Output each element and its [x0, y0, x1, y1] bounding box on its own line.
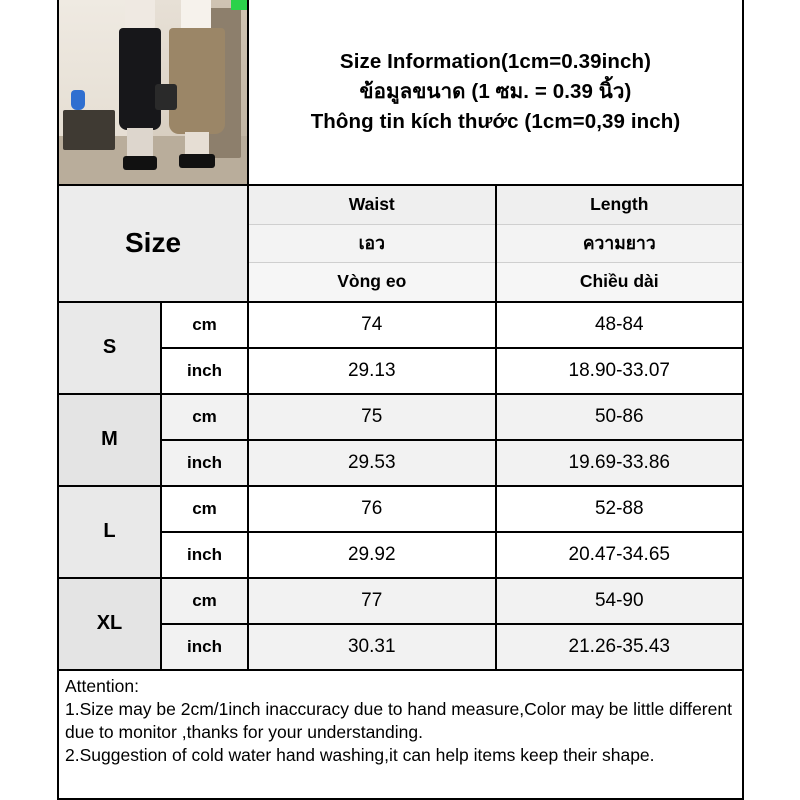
l-length-inch: 20.47-34.65 — [495, 533, 743, 577]
row-s-inch — [162, 347, 742, 393]
row-m-cm — [162, 395, 742, 439]
table-row — [59, 487, 742, 579]
photo-vase — [71, 90, 85, 110]
size-chart-frame — [57, 0, 744, 800]
xl-length-cm: 54-90 — [495, 579, 743, 623]
s-length-cm: 48-84 — [495, 303, 743, 347]
table-row — [59, 395, 742, 487]
unit-inch: inch — [162, 349, 249, 393]
unit-cm: cm — [162, 395, 249, 439]
m-length-inch: 19.69-33.86 — [495, 441, 743, 485]
xl-length-inch: 21.26-35.43 — [495, 625, 743, 669]
attention-line-2: 2.Suggestion of cold water hand washing,it can help items keep their shape. — [65, 744, 655, 765]
length-label-th: ความยาว — [497, 225, 743, 264]
column-header-length — [495, 186, 743, 301]
s-length-inch: 18.90-33.07 — [495, 349, 743, 393]
m-length-cm: 50-86 — [495, 395, 743, 439]
header-row — [59, 0, 742, 186]
s-waist-cm: 74 — [249, 303, 495, 347]
table-body — [59, 303, 742, 671]
attention-line-1: 1.Size may be 2cm/1inch inaccuracy due to hand measure,Color may be little different due to monitor ,thanks for your understanding. — [65, 698, 732, 742]
xl-waist-cm: 77 — [249, 579, 495, 623]
table-row — [59, 579, 742, 671]
waist-label-vi: Vòng eo — [249, 263, 495, 301]
attention-block — [59, 671, 742, 767]
m-waist-inch: 29.53 — [249, 441, 495, 485]
title-thai: ข้อมูลขนาด (1 ซม. = 0.39 นิ้ว) — [359, 80, 632, 104]
unit-cm: cm — [162, 487, 249, 531]
column-header-waist — [249, 186, 495, 301]
l-length-cm: 52-88 — [495, 487, 743, 531]
unit-inch: inch — [162, 533, 249, 577]
title-vietnamese: Thông tin kích thước (1cm=0,39 inch) — [310, 109, 681, 133]
length-label-en: Length — [497, 186, 743, 225]
title-block — [249, 0, 742, 184]
s-waist-inch: 29.13 — [249, 349, 495, 393]
photo-side-table — [63, 110, 115, 150]
length-label-vi: Chiều dài — [497, 263, 743, 301]
title-english: Size Information(1cm=0.39inch) — [339, 50, 652, 74]
row-l-inch — [162, 531, 742, 577]
l-waist-cm: 76 — [249, 487, 495, 531]
waist-label-th: เอว — [249, 225, 495, 264]
table-header — [59, 186, 742, 303]
column-header-size: Size — [59, 186, 249, 301]
row-s-cm — [162, 303, 742, 347]
photo-corner-marker — [231, 0, 247, 10]
row-xl-cm — [162, 579, 742, 623]
row-m-inch — [162, 439, 742, 485]
attention-heading: Attention: — [65, 675, 139, 696]
row-xl-inch — [162, 623, 742, 669]
row-size-l: L — [59, 487, 162, 577]
photo-model-khaki-skirt — [169, 0, 225, 184]
unit-inch: inch — [162, 625, 249, 669]
row-size-xl: XL — [59, 579, 162, 669]
photo-handbag — [155, 84, 177, 110]
l-waist-inch: 29.92 — [249, 533, 495, 577]
product-photo — [59, 0, 249, 184]
unit-cm: cm — [162, 579, 249, 623]
row-size-s: S — [59, 303, 162, 393]
waist-label-en: Waist — [249, 186, 495, 225]
row-l-cm — [162, 487, 742, 531]
row-size-m: M — [59, 395, 162, 485]
unit-inch: inch — [162, 441, 249, 485]
m-waist-cm: 75 — [249, 395, 495, 439]
xl-waist-inch: 30.31 — [249, 625, 495, 669]
unit-cm: cm — [162, 303, 249, 347]
table-row — [59, 303, 742, 395]
